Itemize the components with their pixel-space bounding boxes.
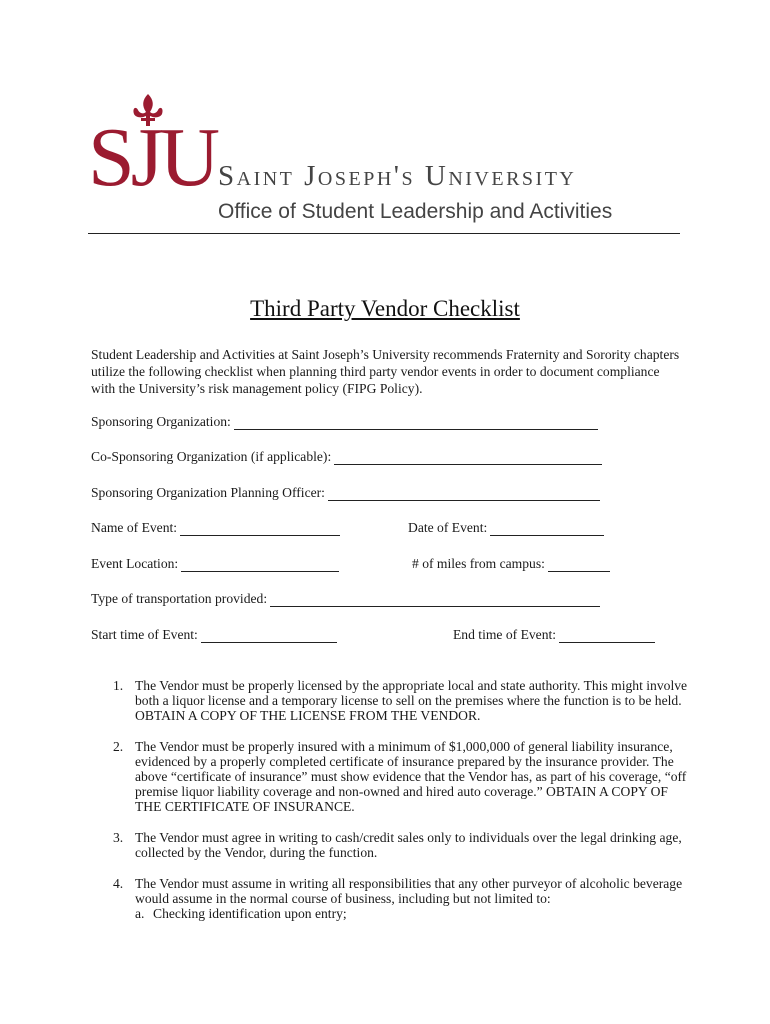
list-item bbox=[91, 830, 691, 860]
start-time-field bbox=[91, 627, 337, 643]
co-sponsoring-organization-field bbox=[91, 449, 602, 465]
event-date-field bbox=[408, 520, 604, 536]
field-label: Event Location: bbox=[91, 556, 179, 571]
item-number: 1. bbox=[113, 678, 124, 693]
list-item bbox=[91, 678, 691, 723]
planning-officer-field bbox=[91, 485, 600, 501]
transportation-blank[interactable] bbox=[270, 592, 600, 607]
item-number: 3. bbox=[113, 830, 124, 845]
list-item bbox=[91, 739, 691, 814]
sju-logo bbox=[88, 88, 217, 218]
event-name-field bbox=[91, 520, 340, 536]
page-title: Third Party Vendor Checklist bbox=[250, 296, 520, 321]
field-label: Sponsoring Organization: bbox=[91, 414, 231, 429]
miles-from-campus-blank[interactable] bbox=[548, 557, 610, 572]
header-divider bbox=[88, 233, 680, 234]
item-text: The Vendor must assume in writing all responsibilities that any other purveyor of alcoholic beverage would assume in the normal course of business, including but not limited to: bbox=[135, 876, 683, 906]
co-sponsoring-organization-blank[interactable] bbox=[334, 450, 602, 465]
field-label: Type of transportation provided: bbox=[91, 591, 268, 606]
vendor-checklist bbox=[91, 678, 691, 937]
event-date-blank[interactable] bbox=[490, 521, 604, 536]
intro-paragraph: Student Leadership and Activities at Saint Joseph’s University recommends Fraternity and Sorority chapters utilize the following checklist when planning third party vendor events in order to document compliance with the University’s risk management policy (FIPG Policy). bbox=[91, 347, 680, 396]
end-time-field bbox=[453, 627, 655, 643]
start-time-blank[interactable] bbox=[201, 628, 337, 643]
list-item bbox=[91, 876, 691, 921]
item-number: 2. bbox=[113, 739, 124, 754]
sub-item bbox=[135, 906, 691, 921]
event-name-blank[interactable] bbox=[180, 521, 340, 536]
sub-item-text: Checking identification upon entry; bbox=[153, 906, 347, 921]
field-label: End time of Event: bbox=[453, 627, 557, 642]
item-text: The Vendor must be properly insured with a minimum of $1,000,000 of general liability insurance, evidenced by a properly completed certificate of insurance prepared by the insurance provider. The above “certificate of insurance” must show evidence that the Vendor has, as part of his coverage, “off premise liquor liability coverage and non-owned and hired auto coverage.” OBTAIN A COPY OF THE CERTIFICATE OF INSURANCE. bbox=[135, 739, 687, 814]
sponsoring-organization-field bbox=[91, 414, 598, 430]
field-label: Co-Sponsoring Organization (if applicable): bbox=[91, 449, 332, 464]
field-label: Name of Event: bbox=[91, 520, 178, 535]
item-number: 4. bbox=[113, 876, 124, 891]
item-text: The Vendor must agree in writing to cash/credit sales only to individuals over the legal drinking age, collected by the Vendor, during the function. bbox=[135, 830, 682, 860]
office-name: Office of Student Leadership and Activities bbox=[218, 200, 613, 223]
field-label: Date of Event: bbox=[408, 520, 488, 535]
miles-from-campus-field bbox=[412, 556, 610, 572]
field-label: Start time of Event: bbox=[91, 627, 198, 642]
transportation-field bbox=[91, 591, 600, 607]
end-time-blank[interactable] bbox=[559, 628, 655, 643]
sponsoring-organization-blank[interactable] bbox=[234, 415, 598, 430]
field-label: Sponsoring Organization Planning Officer: bbox=[91, 485, 325, 500]
planning-officer-blank[interactable] bbox=[328, 486, 600, 501]
letterhead bbox=[88, 88, 680, 236]
field-label: # of miles from campus: bbox=[412, 556, 545, 571]
sub-item-letter: a. bbox=[135, 906, 145, 921]
item-text: The Vendor must be properly licensed by the appropriate local and state authority. This might involve both a liquor license and a temporary license to sell on the premises where the function is to be held. OBTAIN A COPY OF THE LICENSE FROM THE VENDOR. bbox=[135, 678, 688, 723]
logo-letters: SJU bbox=[88, 111, 217, 204]
event-location-blank[interactable] bbox=[181, 557, 339, 572]
event-location-field bbox=[91, 556, 339, 572]
university-name: Saint Joseph's University bbox=[218, 160, 577, 192]
